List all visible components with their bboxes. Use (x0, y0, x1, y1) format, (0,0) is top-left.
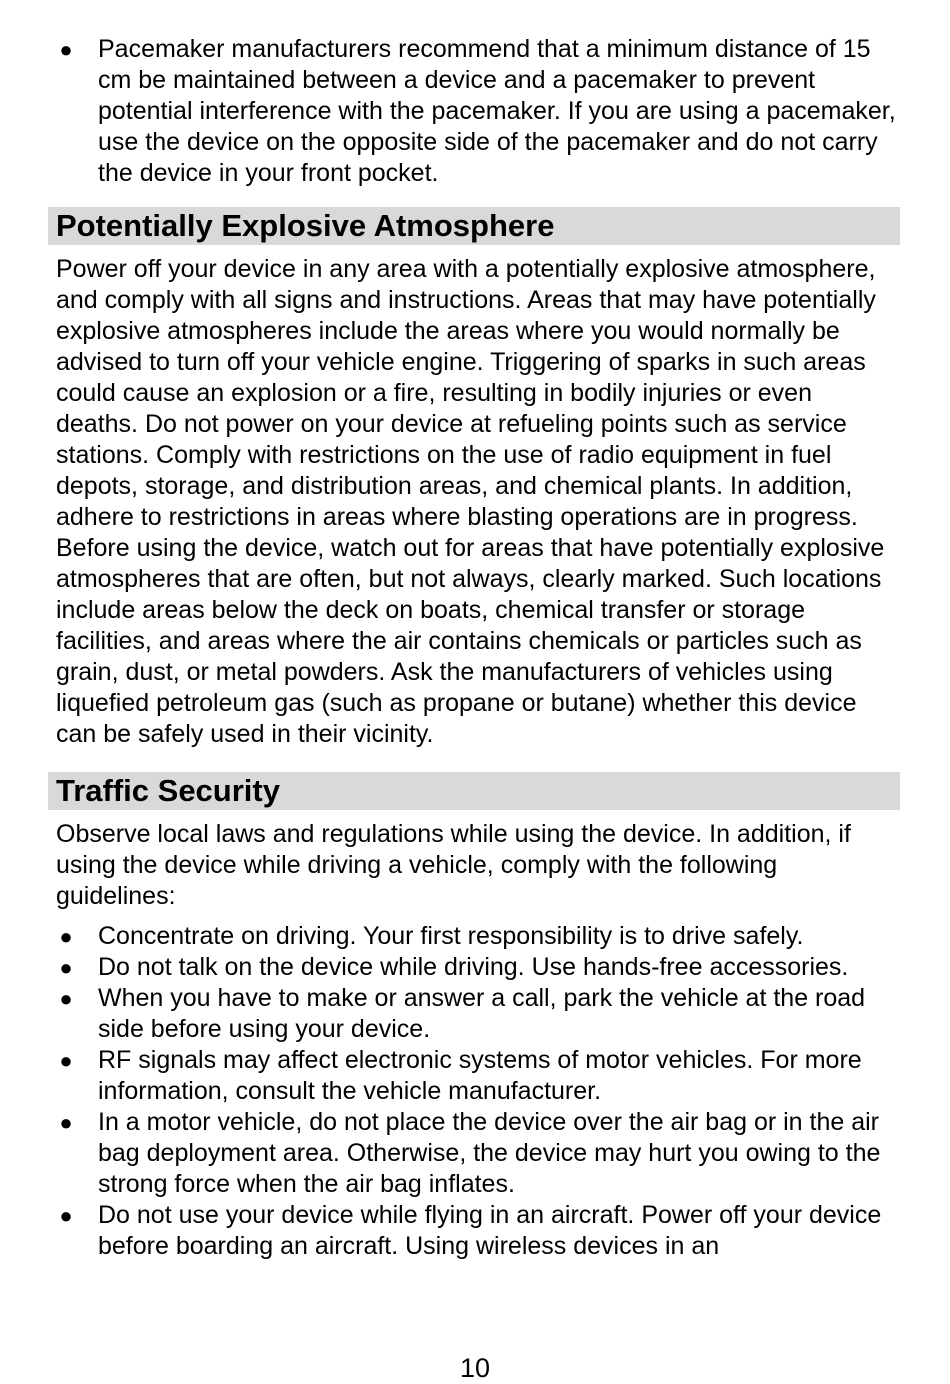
bullet-text: Pacemaker manufacturers recommend that a minimum distance of 15 cm be maintained between a device and a pacemaker to prevent potential interference with the pacemaker. If you are using a pacemaker, use the device on the opposite side of the pacemaker and do not carry the device in your front pocket. (98, 35, 896, 187)
list-item (48, 983, 900, 1045)
list-item (48, 952, 900, 983)
bullet-text: In a motor vehicle, do not place the device over the air bag or in the air bag deployment area. Otherwise, the device may hurt you owing to the strong force when the air bag inflates. (98, 1108, 881, 1198)
bullet-text: Concentrate on driving. Your first responsibility is to drive safely. (98, 922, 804, 950)
document-page (48, 34, 900, 1262)
section-body-explosive-atmosphere: Power off your device in any area with a potentially explosive atmosphere, and comply with all signs and instructions. Areas that may have potentially explosive atmospheres include the areas where you would normally be advised to turn off your vehicle engine. Triggering of sparks in such areas could cause an explosion or a fire, resulting in bodily injuries or even deaths. Do not power on your device at refueling points such as service stations. Comply with restrictions on the use of radio equipment in fuel depots, storage, and distribution areas, and chemical plants. In addition, adhere to restrictions in areas where blasting operations are in progress. Before using the device, watch out for areas that have potentially explosive atmospheres that are often, but not always, clearly marked. Such locations include areas below the deck on boats, chemical transfer or storage facilities, and areas where the air contains chemicals or particles such as grain, dust, or metal powders. Ask the manufacturers of vehicles using liquefied petroleum gas (such as propane or butane) whether this device can be safely used in their vicinity. (56, 255, 885, 748)
page-number: 10 (459, 1353, 491, 1383)
section-heading-traffic-security: Traffic Security (48, 772, 900, 810)
bullet-text: Do not talk on the device while driving. Use hands-free accessories. (98, 953, 849, 981)
bullet-icon: ● (59, 1110, 73, 1135)
bullet-icon: ● (59, 1048, 73, 1073)
bullet-text: Do not use your device while flying in an aircraft. Power off your device before boarding an aircraft. Using wireless devices in an (98, 1201, 882, 1260)
section-heading-explosive-atmosphere: Potentially Explosive Atmosphere (48, 207, 900, 245)
bullet-icon: ● (59, 37, 73, 62)
bullet-icon: ● (59, 924, 73, 949)
bullet-text: RF signals may affect electronic systems of motor vehicles. For more information, consult the vehicle manufacturer. (98, 1046, 862, 1105)
list-item (48, 1107, 900, 1200)
bullet-icon: ● (59, 955, 73, 980)
traffic-bullet-list (48, 921, 900, 1262)
bullet-text: When you have to make or answer a call, park the vehicle at the road side before using your device. (98, 984, 866, 1043)
pacemaker-bullet-list (48, 34, 900, 189)
section-body-traffic-security: Observe local laws and regulations while using the device. In addition, if using the device while driving a vehicle, comply with the following guidelines: (56, 820, 851, 910)
list-item (48, 34, 900, 189)
list-item (48, 921, 900, 952)
list-item (48, 1200, 900, 1262)
bullet-icon: ● (59, 986, 73, 1011)
bullet-icon: ● (59, 1203, 73, 1228)
list-item (48, 1045, 900, 1107)
